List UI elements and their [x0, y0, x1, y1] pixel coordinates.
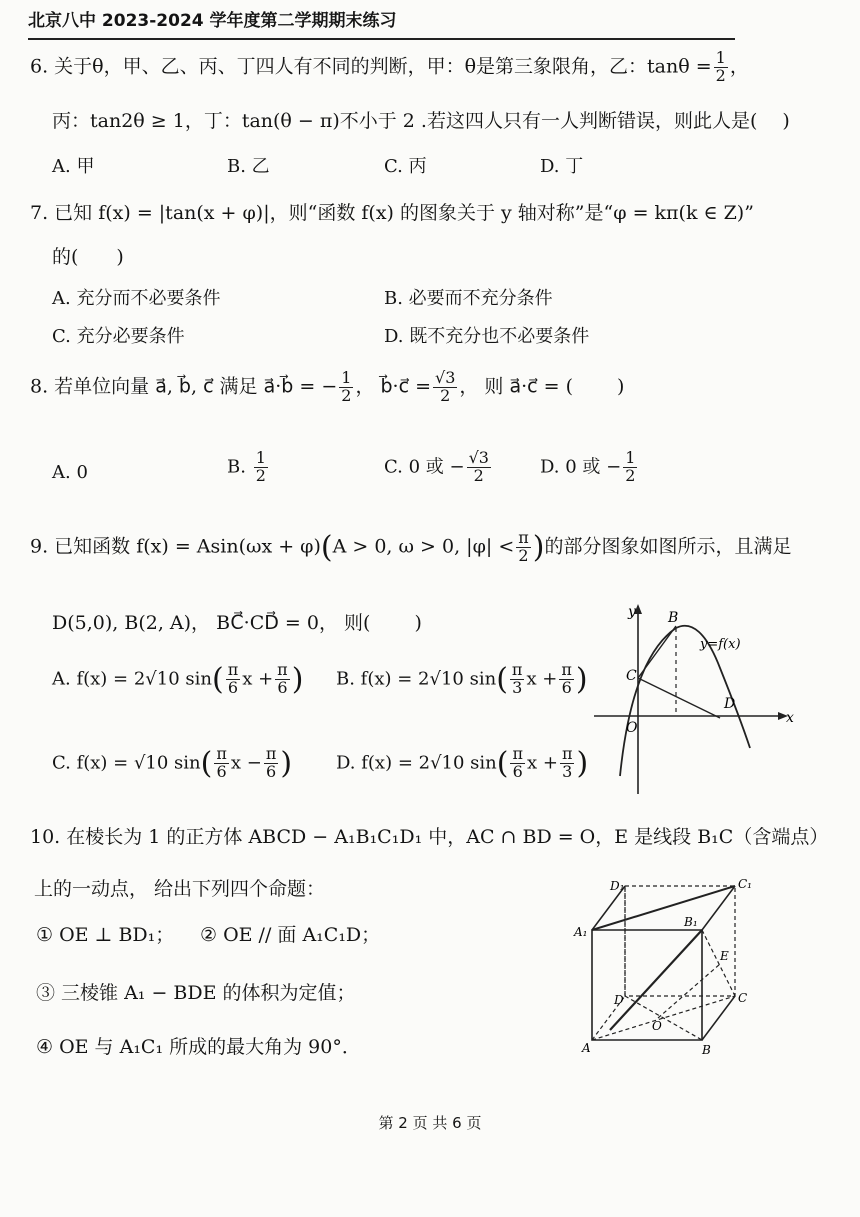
q9-option-b-paren-close: ): [575, 662, 588, 697]
q8-option-c-den: 2: [473, 465, 484, 485]
q9-label-x: x: [786, 710, 794, 726]
q6-option-c: C. 丙: [384, 156, 427, 177]
q9-option-d-frac-2-den: 3: [562, 762, 573, 781]
q10-label-o: O: [652, 1019, 662, 1033]
q10-label-e: E: [720, 949, 729, 963]
q9-option-b-frac-1: [510, 662, 525, 697]
q9-option-a-paren-open: (: [211, 662, 224, 697]
header-rule: [28, 38, 735, 40]
q9-option-b-frac-2-num: π: [561, 660, 572, 680]
q9-option-d-pre: D. f(x) = 2√10 sin: [336, 752, 497, 774]
q9-option-a-frac-1: [226, 662, 241, 697]
q9-paren-open: (: [320, 530, 333, 565]
q6-frac-den: 2: [715, 65, 726, 85]
q8-option-d-frac: [623, 450, 637, 485]
q9-segment-bc: [638, 626, 676, 678]
q9-option-a-frac-2: [275, 662, 290, 697]
q9-option-a: [52, 662, 303, 697]
q7-option-d: D. 既不充分也不必要条件: [384, 326, 590, 347]
q8-stem-a: 8. 若单位向量 a⃗, b⃗, c⃗ 满足 a⃗·b⃗ = −: [30, 375, 338, 398]
q9-option-d-x: x +: [527, 752, 558, 774]
q6-line1: [30, 50, 749, 85]
q9-option-c-frac-2: [264, 746, 279, 781]
q9-option-c-pre: C. f(x) = √10 sin: [52, 752, 201, 774]
q6-option-d: D. 丁: [540, 156, 584, 177]
q9-option-b-frac-2-den: 6: [561, 678, 572, 697]
q8-frac-1-den: 2: [341, 385, 352, 405]
q9-option-b-paren-open: (: [496, 662, 508, 697]
q9-option-d-frac-1: [510, 746, 525, 781]
q9-option-c: [52, 746, 292, 781]
q9-option-c-paren-open: (: [200, 746, 213, 781]
q8-frac-2: [433, 370, 457, 405]
q9-option-c-frac-1-den: 6: [216, 762, 227, 781]
q10-label-c: C: [738, 991, 748, 1005]
q6-line2: 丙：tan2θ ≥ 1，丁：tan(θ − π)不小于 2 .若这四人只有一人判断错误，则此人是( ): [52, 110, 790, 132]
q9-stem-b: 的部分图象如图所示，且满足: [544, 535, 792, 558]
q10-edge-bc: [702, 996, 735, 1040]
q9-option-c-frac-2-num: π: [265, 744, 277, 764]
q8-option-a: A. 0: [52, 462, 88, 483]
q8-option-b-label: B.: [227, 456, 246, 478]
q9-option-c-x: x −: [230, 752, 262, 774]
q10-label-d1: D₁: [610, 879, 625, 893]
q9-option-a-frac-1-den: 6: [227, 678, 239, 697]
q9-option-b: [336, 662, 588, 697]
q8-option-d-num: 1: [625, 448, 636, 467]
q9-stem-cond: A > 0, ω > 0, |φ| <: [332, 535, 515, 558]
q10-label-a: A: [582, 1041, 591, 1055]
q8-option-c-label: C. 0 或 −: [384, 456, 465, 478]
q9-cond-num: π: [518, 528, 529, 548]
q10-cube-figure: [570, 872, 760, 1062]
q9-option-a-frac-2-den: 6: [277, 678, 288, 697]
q9-line2: D(5,0), B(2, A)， BC⃗·CD⃗ = 0， 则( ): [52, 612, 422, 634]
q8-option-c: [384, 450, 493, 485]
q9-option-c-paren-close: ): [280, 746, 293, 781]
q8-stem-b: ， b⃗·c⃗ =: [355, 375, 431, 398]
q9-option-b-frac-1-num: π: [511, 660, 523, 680]
q9-option-d: [336, 746, 588, 781]
q8-option-d: [540, 450, 639, 485]
q9-paren-close: ): [532, 530, 545, 565]
q9-stem: [30, 530, 792, 565]
q10-line-b1c: [702, 930, 735, 996]
q8-option-b-num: 1: [255, 448, 266, 467]
q8-option-d-label: D. 0 或 −: [540, 456, 622, 478]
q10-proposition-2: ② OE // 面 A₁C₁D；: [200, 924, 381, 946]
q10-label-b1: B₁: [684, 915, 698, 929]
page-header: 北京八中 2023-2024 学年度第二学期期末练习: [28, 11, 397, 31]
q10-edge-b1c1: [702, 886, 735, 930]
q10-line-b1-d: [610, 930, 702, 1030]
q9-stem-a: 9. 已知函数 f(x) = Asin(ωx + φ): [30, 535, 321, 558]
q9-option-b-frac-1-den: 3: [512, 678, 523, 697]
q9-option-b-frac-2: [559, 662, 574, 697]
q7-line1: 7. 已知 f(x) = |tan(x + φ)|，则“函数 f(x) 的图象关于 y 轴对称”是“φ = kπ(k ∈ Z)”: [30, 202, 754, 224]
q9-option-b-x: x +: [526, 668, 558, 690]
q9-option-d-paren-close: ): [576, 746, 589, 781]
q8-option-b-den: 2: [255, 465, 266, 485]
q10-proposition-3: ③ 三棱锥 A₁ − BDE 的体积为定值；: [36, 982, 356, 1004]
q9-option-b-pre: B. f(x) = 2√10 sin: [336, 668, 497, 690]
q10-label-c1: C₁: [738, 877, 752, 891]
q9-option-d-frac-1-den: 6: [512, 762, 523, 781]
q6-text: 6. 关于θ，甲、乙、丙、丁四人有不同的判断，甲：θ是第三象限角，乙：tanθ =: [30, 55, 712, 78]
q9-option-c-frac-1: [214, 746, 229, 781]
q9-cond-frac: [516, 530, 531, 565]
q9-label-function: y=f(x): [700, 637, 741, 652]
q10-proposition-1: ① OE ⊥ BD₁；: [36, 924, 175, 946]
q8-stem: [30, 370, 624, 405]
q9-option-d-paren-open: (: [496, 746, 509, 781]
q8-option-c-num: √3: [468, 448, 489, 467]
q9-option-d-frac-2: [560, 746, 575, 781]
q7-option-b: B. 必要而不充分条件: [384, 288, 553, 309]
q8-frac-1-num: 1: [341, 368, 352, 387]
q9-option-a-x: x +: [242, 668, 274, 690]
q8-option-b-frac: [254, 450, 268, 485]
q9-label-y: y: [628, 604, 636, 620]
q9-option-a-pre: A. f(x) = 2√10 sin: [52, 668, 212, 690]
q9-option-d-frac-1-num: π: [512, 744, 523, 764]
q7-option-a: A. 充分而不必要条件: [52, 288, 221, 309]
q9-option-c-frac-2-den: 6: [266, 762, 277, 781]
q10-label-d: D: [614, 993, 624, 1007]
q6-option-b: B. 乙: [227, 156, 270, 177]
q8-frac-2-num: √3: [435, 368, 456, 387]
q6-frac-num: 1: [715, 48, 726, 67]
q8-option-d-den: 2: [625, 465, 636, 485]
q8-option-c-frac: [467, 450, 491, 485]
q8-frac-2-den: 2: [440, 385, 451, 405]
q9-option-a-frac-1-num: π: [227, 660, 239, 680]
q9-segment-cd: [638, 678, 720, 718]
q10-label-a1: A₁: [574, 925, 588, 939]
q9-function-graph: [590, 598, 800, 798]
q9-option-c-frac-1-num: π: [216, 744, 227, 764]
q7-option-c: C. 充分必要条件: [52, 326, 185, 347]
q10-line2: 上的一动点， 给出下列四个命题：: [34, 878, 326, 900]
q6-option-a: A. 甲: [52, 156, 95, 177]
q6-fraction: [714, 50, 728, 85]
q8-option-b: [227, 450, 270, 485]
q10-proposition-4: ④ OE 与 A₁C₁ 所成的最大角为 90°．: [36, 1036, 361, 1058]
q6-line1-end: ，: [729, 55, 749, 78]
q8-stem-c: ， 则 a⃗·c⃗ = ( ): [459, 375, 625, 398]
q9-option-a-paren-close: ): [291, 662, 304, 697]
q9-option-a-frac-2-num: π: [277, 660, 288, 680]
q9-label-o: O: [626, 720, 638, 736]
page-footer: 第 2 页 共 6 页: [378, 1114, 482, 1132]
q10-line1: 10. 在棱长为 1 的正方体 ABCD − A₁B₁C₁D₁ 中，AC ∩ BD = O，E 是线段 B₁C（含端点）: [30, 826, 829, 848]
q9-label-d: D: [724, 696, 736, 712]
q7-line2: 的( ): [52, 246, 124, 268]
q9-label-c: C: [626, 668, 637, 684]
q9-option-d-frac-2-num: π: [561, 744, 573, 764]
q9-label-b: B: [668, 610, 679, 626]
q9-cond-den: 2: [518, 546, 529, 565]
q8-frac-1: [339, 370, 353, 405]
q10-label-b: B: [702, 1043, 711, 1057]
